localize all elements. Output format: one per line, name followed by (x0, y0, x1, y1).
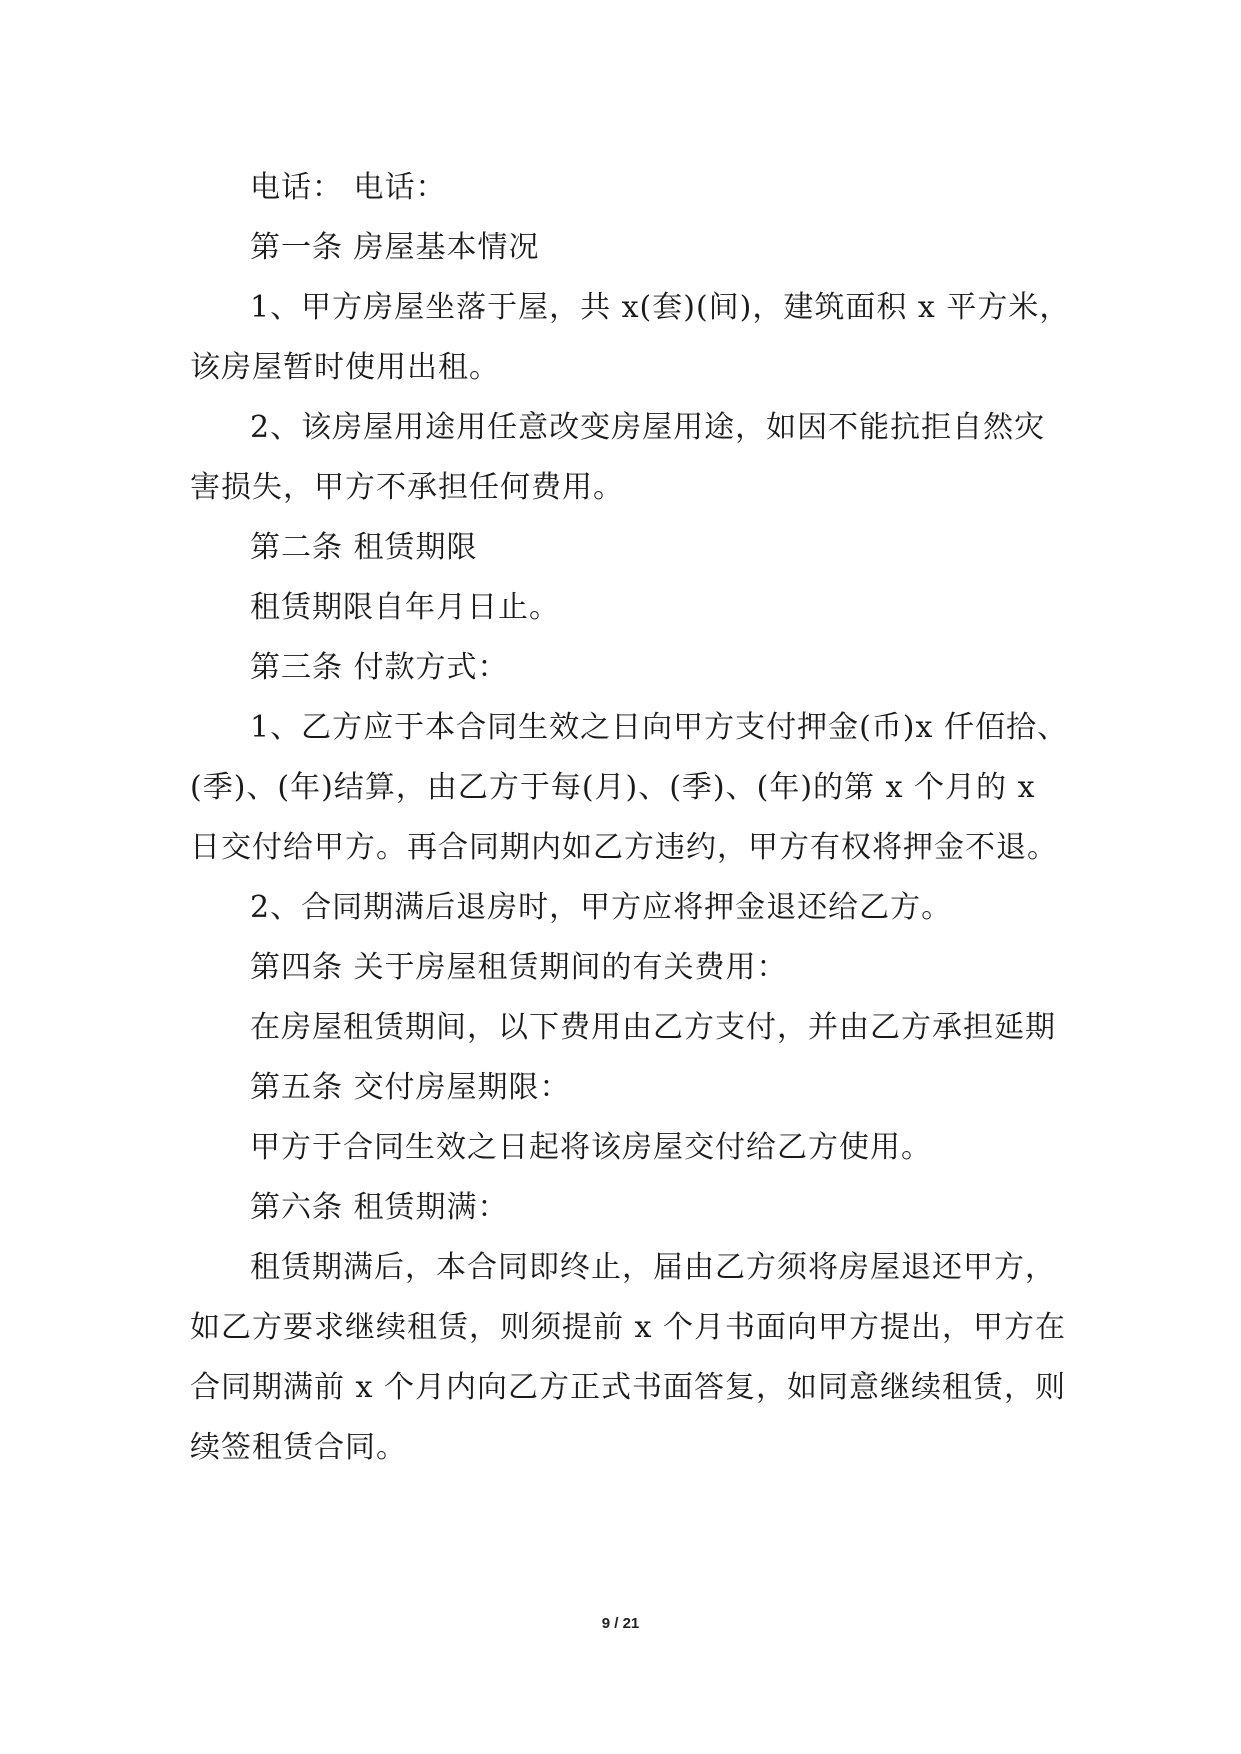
section-heading: 第三条 付款方式： (250, 650, 509, 685)
text-line: 该房屋暂时使用出租。 (190, 350, 500, 385)
page-number: 9 / 21 (601, 1615, 640, 1632)
text-line: 租赁期满后，本合同即终止，届由乙方须将房屋退还甲方， (250, 1250, 1056, 1285)
section-heading: 第六条 租赁期满： (250, 1190, 509, 1225)
section-heading: 第四条 关于房屋租赁期间的有关费用： (250, 950, 788, 985)
text-line: 2、该房屋用途用任意改变房屋用途，如因不能抗拒自然灾 (250, 410, 1046, 445)
section-heading: 第一条 房屋基本情况 (250, 230, 540, 265)
document-body (190, 158, 1070, 1478)
text-line: 1、乙方应于本合同生效之日向甲方支付押金(币)x 仟佰拾、 (250, 710, 1068, 745)
text-line: 如乙方要求继续租赁，则须提前 x 个月书面向甲方提出，甲方在 (190, 1310, 1066, 1345)
text-line: 电话： 电话： (250, 170, 447, 205)
text-line: (季)、(年)结算，由乙方于每(月)、(季)、(年)的第 x 个月的 x (190, 770, 1036, 805)
text-line: 2、合同期满后退房时，甲方应将押金退还给乙方。 (250, 890, 953, 925)
text-line: 日交付给甲方。再合同期内如乙方违约，甲方有权将押金不退。 (190, 830, 1058, 865)
text-line: 1、甲方房屋坐落于屋，共 x(套)(间)，建筑面积 x 平方米， (250, 290, 1071, 325)
text-line: 甲方于合同生效之日起将该房屋交付给乙方使用。 (250, 1130, 932, 1165)
text-line: 续签租赁合同。 (190, 1430, 407, 1465)
text-line: 租赁期限自年月日止。 (250, 590, 560, 625)
text-line: 害损失，甲方不承担任何费用。 (190, 470, 624, 505)
text-line: 在房屋租赁期间，以下费用由乙方支付，并由乙方承担延期 (250, 1010, 1056, 1045)
section-heading: 第二条 租赁期限 (250, 530, 478, 565)
section-heading: 第五条 交付房屋期限： (250, 1070, 571, 1105)
text-line: 合同期满前 x 个月内向乙方正式书面答复，如同意继续租赁，则 (190, 1370, 1066, 1405)
